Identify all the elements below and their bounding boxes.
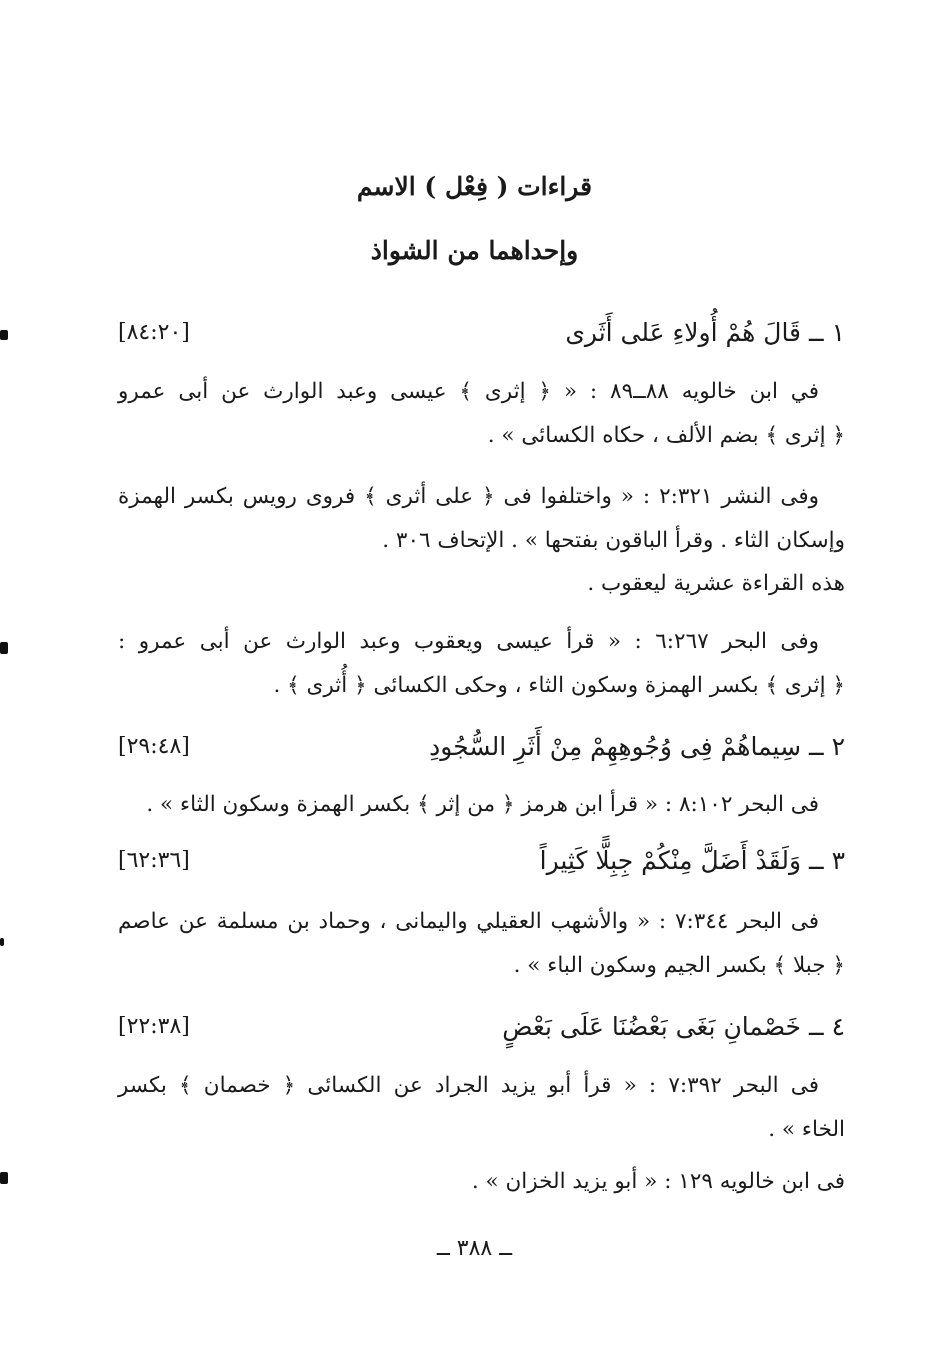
text-line: في ابن خالويه ٨٨ــ٨٩ : « ﴿ إثرى ﴾ عيسى وعبد الوارث عن أبى عمرو (118, 379, 819, 404)
text-line: فى البحر ٧:٣٤٤ : « والأشهب العقيلي واليمانى ، وحماد بن مسلمة عن عاصم (118, 909, 819, 934)
text-line: ﴿ إثرى ﴾ بكسر الهمزة وسكون الثاء ، وحكى الكسائى ﴿ أُثرى ﴾ . (273, 673, 845, 698)
text-line: وفى البحر ٦:٢٦٧ : « قرأ عيسى ويعقوب وعبد الوارث عن أبى عمرو : (118, 629, 819, 654)
verse-reference: [٦٢:٣٦] (118, 848, 190, 873)
commentary-paragraph (118, 1064, 845, 1152)
commentary-paragraph (118, 562, 845, 606)
page-subtitle: وإحداهما من الشواذ (370, 236, 579, 265)
text-line: هذه القراءة عشرية ليعقوب . (587, 571, 845, 596)
verse-text: ١ ــ قَالَ هُمْ أُولاءِ عَلى أَثَرى (565, 318, 845, 347)
commentary-paragraph (118, 475, 845, 563)
commentary-paragraph (118, 900, 845, 988)
verse-entry-3 (110, 846, 845, 882)
binding-mark (0, 642, 8, 654)
text-line: الخاء » . (768, 1117, 845, 1142)
verse-entry-1 (110, 318, 845, 354)
verse-reference: [٢٢:٣٨] (118, 1014, 190, 1039)
text-line: وإسكان الثاء . وقرأ الباقون بفتحها » . الإتحاف ٣٠٦ . (382, 528, 845, 553)
page-title: قراءات ( فِعْل ) الاسم (356, 172, 593, 201)
commentary-paragraph (118, 783, 845, 827)
commentary-paragraph (118, 370, 845, 458)
text-line: فى البحر ٨:١٠٢ : « قرأ ابن هرمز ﴿ من إثر ﴾ بكسر الهمزة وسكون الثاء » . (146, 792, 819, 817)
text-line: وفى النشر ٢:٣٢١ : « واختلفوا فى ﴿ على أثرى ﴾ فروى رويس بكسر الهمزة (118, 484, 819, 509)
text-line: فى البحر ٧:٣٩٢ : « قرأ أبو يزيد الجراد عن الكسائى ﴿ خصمان ﴾ بكسر (118, 1073, 819, 1098)
commentary-paragraph (118, 620, 845, 708)
text-line: ﴿ إثرى ﴾ بضم الألف ، حكاه الكسائى » . (487, 423, 845, 448)
commentary-paragraph (118, 1160, 845, 1204)
text-line: ﴿ جبلا ﴾ بكسر الجيم وسكون الباء » . (513, 953, 845, 978)
verse-entry-4 (110, 1012, 845, 1048)
verse-entry-2 (110, 732, 845, 768)
page-number: ــ ٣٨٨ ــ (436, 1236, 513, 1261)
text-line: فى ابن خالويه ١٢٩ : « أبو يزيد الخزان » . (471, 1169, 845, 1194)
verse-text: ٢ ــ سِيماهُمْ فِى وُجُوهِهِمْ مِنْ أَثَرِ السُّجُودِ (429, 732, 845, 761)
binding-mark (0, 938, 4, 946)
verse-reference: [٨٤:٢٠] (118, 320, 190, 345)
verse-reference: [٢٩:٤٨] (118, 734, 190, 759)
verse-text: ٣ ــ وَلَقَدْ أَضَلَّ مِنْكُمْ جِبِلًّا كَثِيراً (539, 846, 845, 875)
verse-text: ٤ ــ خَصْمانِ بَغَى بَعْضُنَا عَلَى بَعْضٍ (502, 1012, 845, 1041)
binding-mark (0, 1172, 8, 1184)
binding-mark (0, 330, 8, 340)
